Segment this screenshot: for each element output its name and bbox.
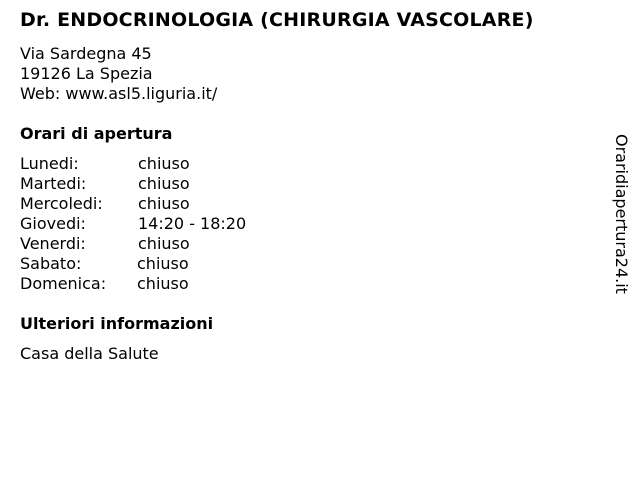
hours-row-tuesday [20,174,320,194]
hours-row-sunday [20,274,320,294]
hours-value: 14:20 - 18:20 [138,214,247,233]
city-postal: 19126 La Spezia [20,64,153,83]
hours-value: chiuso [137,254,189,273]
hours-row-saturday [20,254,320,274]
more-info-heading: Ulteriori informazioni [20,314,214,333]
day-label: Giovedi: [20,214,86,233]
opening-hours-table [20,154,320,294]
hours-value: chiuso [138,194,190,213]
website-link[interactable]: Web: www.asl5.liguria.it/ [20,84,218,103]
hours-value: chiuso [138,174,190,193]
hours-row-wednesday [20,194,320,214]
address-block [20,44,217,104]
day-label: Domenica: [20,274,107,293]
day-label: Lunedi: [20,154,79,173]
hours-value: chiuso [138,234,190,253]
day-label: Venerdi: [20,234,86,253]
page-title: Dr. ENDOCRINOLOGIA (CHIRURGIA VASCOLARE) [20,9,534,31]
hours-value: chiuso [138,154,190,173]
more-info-text: Casa della Salute [20,344,159,363]
hours-row-thursday [20,214,320,234]
day-label: Mercoledi: [20,194,103,213]
opening-hours-heading: Orari di apertura [20,124,173,143]
site-brand-vertical[interactable]: Oraridiapertura24.it [612,134,631,294]
hours-value: chiuso [137,274,189,293]
hours-row-friday [20,234,320,254]
hours-row-monday [20,154,320,174]
day-label: Martedi: [20,174,87,193]
street-address: Via Sardegna 45 [20,44,152,63]
day-label: Sabato: [20,254,82,273]
